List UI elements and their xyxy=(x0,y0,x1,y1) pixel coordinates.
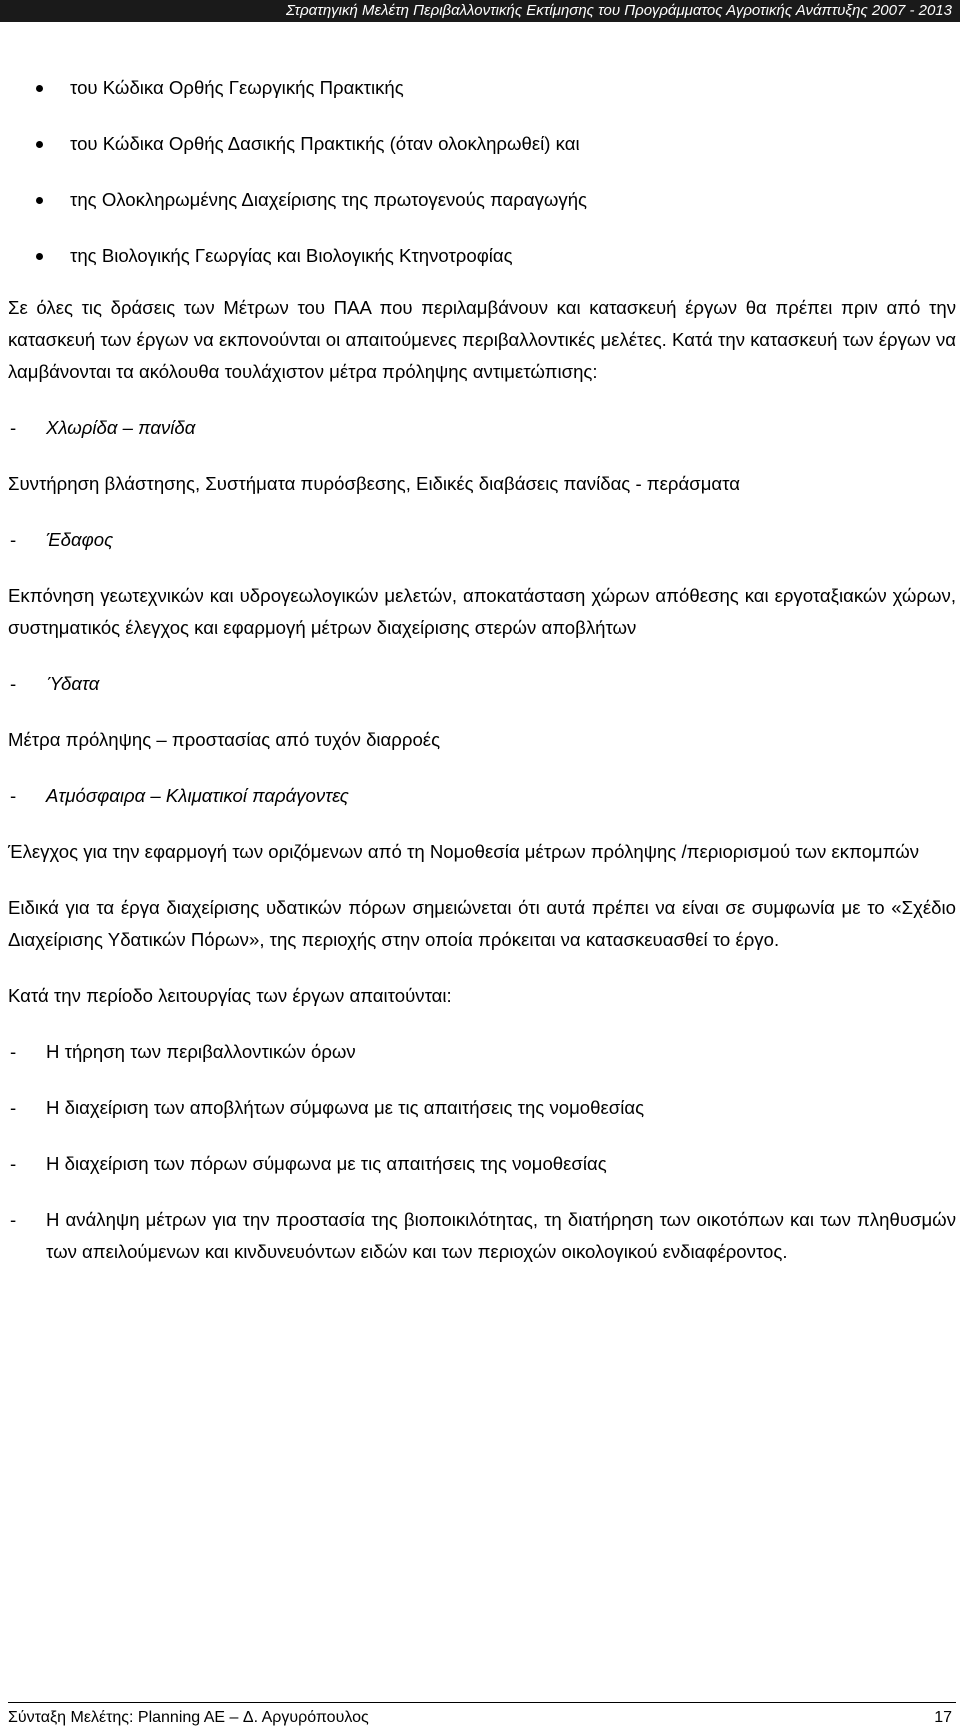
section-heading-soil: - Έδαφος xyxy=(8,524,956,556)
dash-marker: - xyxy=(10,417,17,438)
dash-marker: - xyxy=(10,1041,17,1062)
dash-marker: - xyxy=(10,1097,17,1118)
section-text-atmosphere: Έλεγχος για την εφαρμογή των οριζόμενων από τη Νομοθεσία μέτρων πρόληψης /περιορισμού των εκπομπών xyxy=(8,841,920,862)
section-text-soil: Εκπόνηση γεωτεχνικών και υδρογεωλογικών μελετών, αποκατάσταση χώρων απόθεσης και εργοταξιακών χώρων, συστηματικός έλεγχος και εφαρμογή μέτρων διαχείρισης στερών αποβλήτων xyxy=(8,585,956,638)
dash-marker: - xyxy=(10,785,17,806)
operation-intro: Κατά την περίοδο λειτουργίας των έργων απαιτούνται: xyxy=(8,985,452,1006)
list-item: - Η τήρηση των περιβαλλοντικών όρων xyxy=(8,1036,956,1068)
list-item: - Η διαχείριση των πόρων σύμφωνα με τις απαιτήσεις της νομοθεσίας xyxy=(8,1148,956,1180)
list-item: του Κώδικα Ορθής Δασικής Πρακτικής (όταν ολοκληρωθεί) και xyxy=(8,128,956,160)
page-number: 17 xyxy=(934,1709,952,1726)
section-heading-water: - Ύδατα xyxy=(8,668,956,700)
list-item: του Κώδικα Ορθής Γεωργικής Πρακτικής xyxy=(8,72,956,104)
running-header xyxy=(0,0,960,22)
document-body xyxy=(8,72,956,1292)
header-title: Στρατηγική Μελέτη Περιβαλλοντικής Εκτίμησης του Προγράμματος Αγροτικής Ανάπτυξης 2007 - 2013 xyxy=(285,2,952,19)
bullet-icon xyxy=(36,253,43,260)
list-item: της Ολοκληρωμένης Διαχείρισης της πρωτογενούς παραγωγής xyxy=(8,184,956,216)
dash-marker: - xyxy=(10,673,17,694)
intro-paragraph: Σε όλες τις δράσεις των Μέτρων του ΠΑΑ που περιλαμβάνουν και κατασκευή έργων θα πρέπει πριν από την κατασκευή των έργων να εκπονούνται οι απαιτούμενες περιβαλλοντικές μελέτες. Κατά την κατασκευή των έργων να λαμβάνονται τα ακόλουθα τουλάχιστον μέτρα πρόληψης αντιμετώπισης: xyxy=(8,297,956,382)
dash-marker: - xyxy=(10,1153,17,1174)
section-heading-atmosphere: - Ατμόσφαιρα – Κλιματικοί παράγοντες xyxy=(8,780,956,812)
dash-marker: - xyxy=(10,1209,17,1230)
footer-divider xyxy=(8,1702,956,1703)
section-text-flora-fauna: Συντήρηση βλάστησης, Συστήματα πυρόσβεσης, Ειδικές διαβάσεις πανίδας - περάσματα xyxy=(8,473,741,494)
bullet-icon xyxy=(36,197,43,204)
list-item: - Η ανάληψη μέτρων για την προστασία της βιοποικιλότητας, τη διατήρηση των οικοτόπων και των πληθυσμών των απειλούμενων και κινδυνευόντων ειδών και των περιοχών οικολογικού ενδιαφέροντος. xyxy=(8,1204,956,1268)
bullet-icon xyxy=(36,141,43,148)
bullet-list xyxy=(8,72,956,272)
footer-author: Σύνταξη Μελέτης: Planning AE – Δ. Αργυρόπουλος xyxy=(8,1709,369,1726)
bullet-icon xyxy=(36,85,43,92)
section-heading-flora-fauna: - Χλωρίδα – πανίδα xyxy=(8,412,956,444)
water-management-paragraph: Ειδικά για τα έργα διαχείρισης υδατικών πόρων σημειώνεται ότι αυτά πρέπει να είναι σε συμφωνία με το «Σχέδιο Διαχείρισης Υδατικών Πόρων», της περιοχής στην οποία πρόκειται να κατασκευασθεί το έργο. xyxy=(8,897,956,950)
dash-marker: - xyxy=(10,529,17,550)
list-item: της Βιολογικής Γεωργίας και Βιολογικής Κτηνοτροφίας xyxy=(8,240,956,272)
list-item: - Η διαχείριση των αποβλήτων σύμφωνα με τις απαιτήσεις της νομοθεσίας xyxy=(8,1092,956,1124)
section-text-water: Μέτρα πρόληψης – προστασίας από τυχόν διαρροές xyxy=(8,729,441,750)
